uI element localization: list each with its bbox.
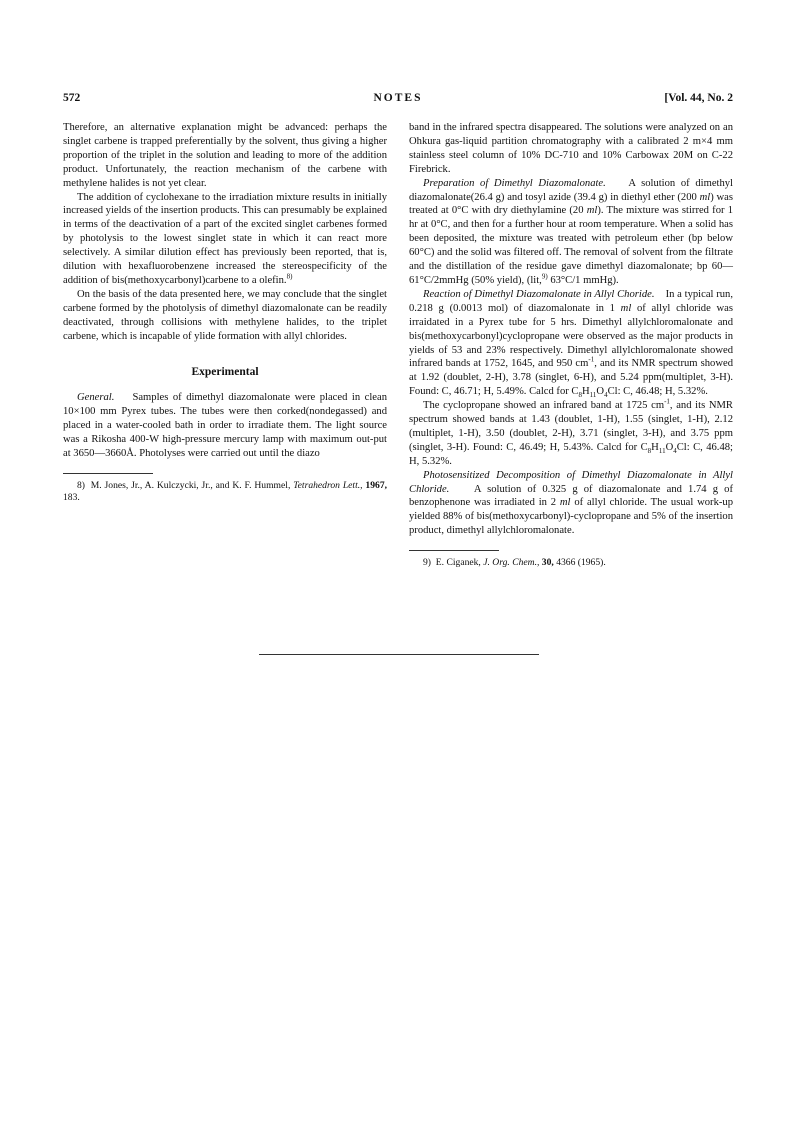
paragraph: band in the infrared spectra disappeared. The solutions were analyzed on an Ohkura gas-liquid partition chromatography with a calibrated 2 m×4 mm stainless steel column of 10% DC-710 and 10% Carbowax 20M on C-22 Firebrick. xyxy=(409,122,733,175)
end-of-article-rule xyxy=(259,654,539,655)
left-column xyxy=(63,121,387,505)
paragraph: Therefore, an alternative explanation might be advanced: perhaps the singlet carbene is trapped preferentially by the solvent, thus giving a higher proportion of the triplet in the solution and leading to more of the addition product. Unfortunately, the reaction mechanism of the carbene with methylene halides is not yet clear. xyxy=(63,122,387,189)
reference-marker: 9) xyxy=(541,272,548,281)
right-column xyxy=(409,121,733,570)
paragraph-cyclopropane: The cyclopropane showed an infrared band at 1725 $cm^{-1}$, and its NMR spectrum showed bands at 1.43 (doublet, 1-H), 1.55 (singlet, 1-H), 2.12 (multiplet, 1-H), 3.50 (doublet, 2-H), 3.71 (singlet, 3-H), and 3.75 ppm (singlet, 3-H). Found: C, 46.49; H, 5.43%. Calcd for $C_8H_{11}O_4Cl$: C, 46.48; H, 5.32%. xyxy=(409,397,733,467)
reference-marker: 8) xyxy=(286,272,293,281)
running-title: NOTES xyxy=(373,92,423,104)
paragraph: On the basis of the data presented here, we may conclude that the singlet carbene formed by the photolysis of dimethyl diazomalonate can be readily deactivated, through collisions with methylene halides, to the triplet carbene, which is incapable of ylide formation with allyl chlorides. xyxy=(63,288,387,342)
footnote-divider xyxy=(409,550,499,551)
runin-heading: Preparation of Dimethyl Diazomalonate. xyxy=(423,177,606,189)
section-heading-experimental: Experimental xyxy=(191,365,259,378)
volume-info: [Vol. 44, No. 2 xyxy=(664,92,733,104)
page-number: 572 xyxy=(63,92,81,104)
footnote-9: 9) E. Ciganek, J. Org. Chem., 30, 4366 (1965). xyxy=(423,557,606,569)
footnote-divider xyxy=(63,473,153,474)
runin-heading: Photosensitized Decomposition of Dimethyl Diazomalonate in Allyl Chloride. xyxy=(409,469,733,495)
paragraph-photosensitized: Photosensitized Decomposition of Dimethyl Diazomalonate in Allyl Chloride. A solution of 0.325 g of diazomalonate and 1.74 g of benzophenone was irradiated in 2 ml of allyl chloride. The usual work-up yielded 88% of bis(methoxycarbonyl)-cyclopropane and 5% of the insertion product, dimethyl allylchloromalonate. xyxy=(409,469,733,537)
paragraph-general: General. Samples of dimethyl diazomalonate were placed in clean 10×100 mm Pyrex tubes. The tubes were then corked(nondegassed) and placed in a water-cooled bath in order to irradiate them. The light source was a Rikosha 400-W high-pressure mercury lamp with maximum out-put at 3650—3660Å. Photolyses were carried out until the diazo xyxy=(63,392,387,460)
footnote-8: 8) M. Jones, Jr., A. Kulczycki, Jr., and K. F. Hummel, Tetrahedron Lett., 1967, 183. xyxy=(63,479,388,504)
runin-heading: Reaction of Dimethyl Diazomalonate in Allyl Choride. xyxy=(423,288,655,300)
paragraph-reaction: Reaction of Dimethyl Diazomalonate in Allyl Choride. In a typical run, 0.218 g (0.0013 mol) of diazomalonate in 1 ml of allyl chloride was irraidated in a Pyrex tube for 5 hrs. Dimethyl allylchloromalonate and bis(methoxycarbonyl)cyclopropane were observed as the major products in yields of 53 and 23% respectively. Dimethyl allylchloromalonate showed infrared bands at 1752, 1645, and 950 $cm^{-1}$, and its NMR spectrum showed at 1.92 (doublet, 2-H), 3.78 (singlet, 6-H), and 5.24 ppm(multiplet, 3-H). Found: C, 46.71; H, 5.49%. Calcd for $C_8H_{11}O_4Cl$: C, 46.48; H, 5.32%. xyxy=(409,288,734,400)
paragraph-preparation: Preparation of Dimethyl Diazomalonate. A solution of dimethyl diazomalonate(26.4 g) and tosyl azide (39.4 g) in diethyl ether (200 ml) was treated at 0°C with dry diethylamine (20 ml). The mixture was stirred for 1 hr at 0°C, and then for a further hour at room temperature. When a solid has been deposited, the mixture was treated with petroleum ether (bp below 60°C) and the solid was filtered off. The removal of solvent from the filtrate and the distillation of the residue gave dimethyl diazomalonate; bp 60—61°C/2mmHg (50% yield), (lit,$^{9)}$ 63°C/1 mmHg). xyxy=(409,177,733,286)
runin-heading: General. xyxy=(77,392,115,404)
page-header xyxy=(63,92,733,108)
paragraph: The addition of cyclohexane to the irradiation mixture results in initially increased yields of the insertion products. This can presumably be explained in terms of the deactivation of a part of the excited singlet carbenes formed by photolysis to the lowest singlet state in which it can react more selectively. A similar dilution effect has previously been reported, that is, dilution with hexafluorobenzene increased the stereospecificity of the addition of bis(methoxycarbonyl)carbene to a olefin.$^{8)}$ xyxy=(63,191,387,286)
